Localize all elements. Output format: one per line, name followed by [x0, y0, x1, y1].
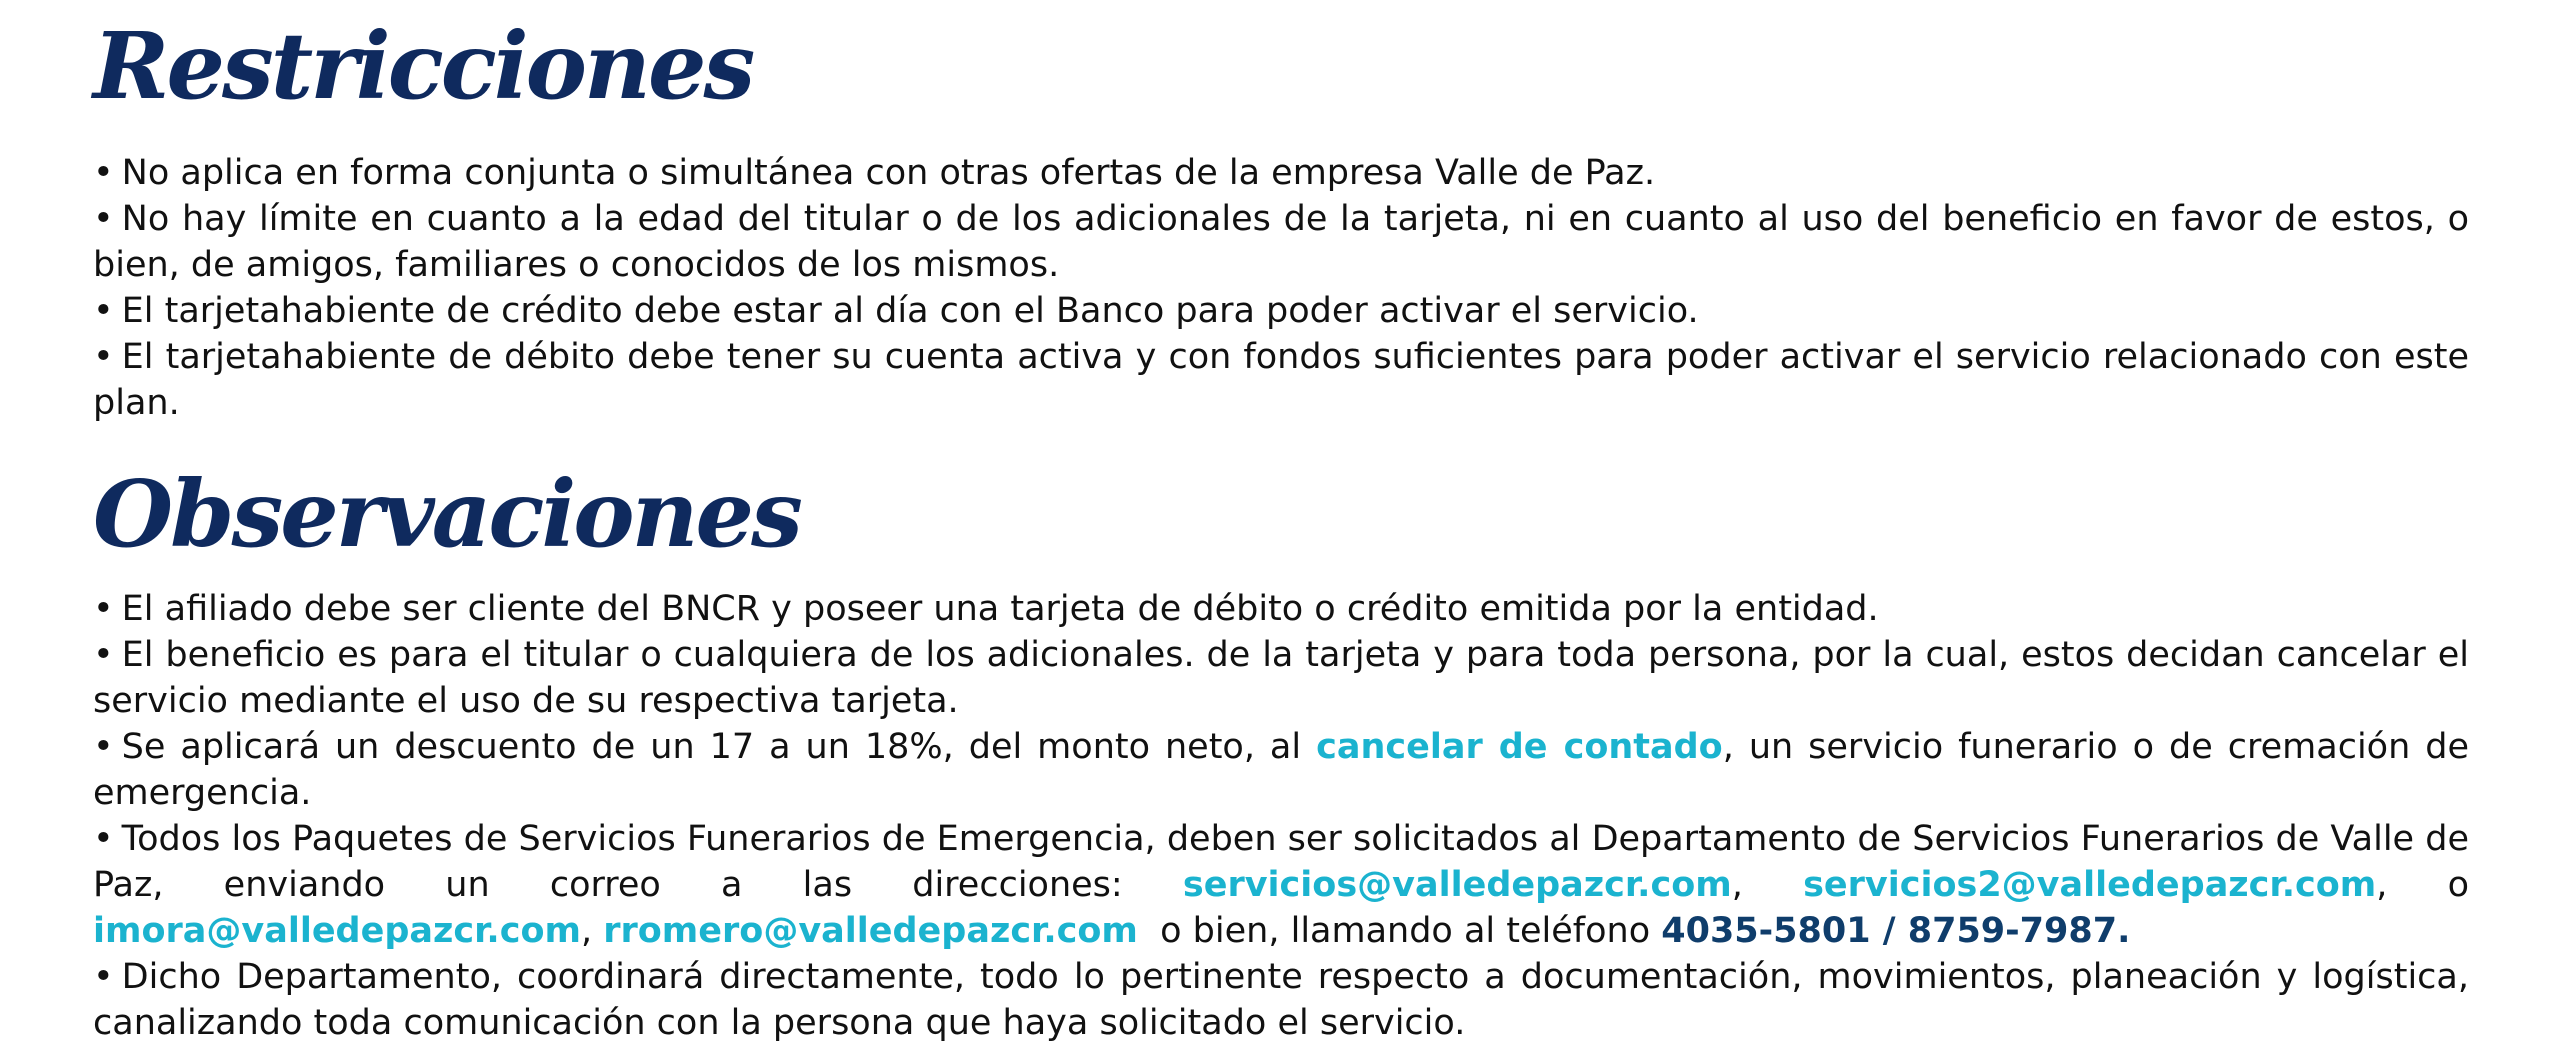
email-link-servicios2[interactable]: servicios2@valledepazcr.com: [1803, 865, 2377, 905]
restriccion-item: [93, 288, 2469, 334]
restriccion-item: [93, 196, 2469, 288]
restriccion-item: [93, 334, 2469, 426]
observacion-text: El beneficio es para el titular o cualquiera de los adicionales. de la tarjeta y para toda persona, por la cual, estos decidan cancelar el servicio mediante el uso de su respectiva tarjeta.: [93, 635, 2469, 721]
observacion-item: [93, 816, 2469, 954]
bullet-dot: •: [93, 957, 114, 997]
email-link-imora[interactable]: imora@valledepazcr.com: [93, 911, 581, 951]
observaciones-list: [93, 586, 2469, 1046]
phone-numbers: 4035-5801 / 8759-7987.: [1661, 911, 2131, 951]
cancelar-de-contado-link[interactable]: cancelar de contado: [1316, 727, 1723, 767]
bullet-dot: •: [93, 727, 114, 767]
bullet-dot: •: [93, 153, 114, 193]
heading-observaciones: Observaciones: [93, 460, 800, 568]
restriccion-text: No hay límite en cuanto a la edad del titular o de los adicionales de la tarjeta, ni en cuanto al uso del beneficio en favor de estos, o bien, de amigos, familiares o conocidos de los mismos.: [93, 199, 2469, 285]
bullet-dot: •: [93, 337, 114, 377]
observacion-text: El afiliado debe ser cliente del BNCR y poseer una tarjeta de débito o crédito emitida por la entidad.: [121, 589, 1879, 629]
observacion-text: Se aplicará un descuento de un 17 a un 18%, del monto neto, al: [121, 727, 1317, 767]
heading-restricciones: Restricciones: [93, 12, 753, 120]
observacion-item: [93, 724, 2469, 816]
bullet-dot: •: [93, 589, 114, 629]
bullet-dot: •: [93, 199, 114, 239]
restriccion-text: El tarjetahabiente de crédito debe estar al día con el Banco para poder activar el servicio.: [121, 291, 1699, 331]
observacion-item: [93, 954, 2469, 1046]
email-link-rromero[interactable]: rromero@valledepazcr.com: [603, 911, 1138, 951]
separator-text: ,: [580, 911, 604, 951]
bullet-dot: •: [93, 291, 114, 331]
separator-text: , o: [2376, 865, 2469, 905]
restricciones-list: [93, 150, 2469, 426]
bullet-dot: •: [93, 635, 114, 675]
restriccion-item: [93, 150, 2469, 196]
restriccion-text: No aplica en forma conjunta o simultánea con otras ofertas de la empresa Valle de Paz.: [121, 153, 1656, 193]
observacion-item: [93, 586, 2469, 632]
bullet-dot: •: [93, 819, 114, 859]
separator-text: ,: [1731, 865, 1804, 905]
observacion-text: Todos los Paquetes de Servicios Funerarios de Emergencia, deben ser solicitados al Departamento de Servicios Funerarios de Valle de Paz, enviando un correo a las direcciones:: [93, 819, 2469, 905]
observacion-text: Dicho Departamento, coordinará directamente, todo lo pertinente respecto a documentación, movimientos, planeación y logística, canalizando toda comunicación con la persona que haya solicitado el servicio.: [93, 957, 2469, 1043]
observacion-text: o bien, llamando al teléfono: [1137, 911, 1662, 951]
email-link-servicios[interactable]: servicios@valledepazcr.com: [1182, 865, 1732, 905]
observacion-text: , un servicio funerario o de cremación de emergencia.: [93, 727, 2469, 813]
observacion-item: [93, 632, 2469, 724]
restriccion-text: El tarjetahabiente de débito debe tener su cuenta activa y con fondos suficientes para poder activar el servicio relacionado con este plan.: [93, 337, 2469, 423]
